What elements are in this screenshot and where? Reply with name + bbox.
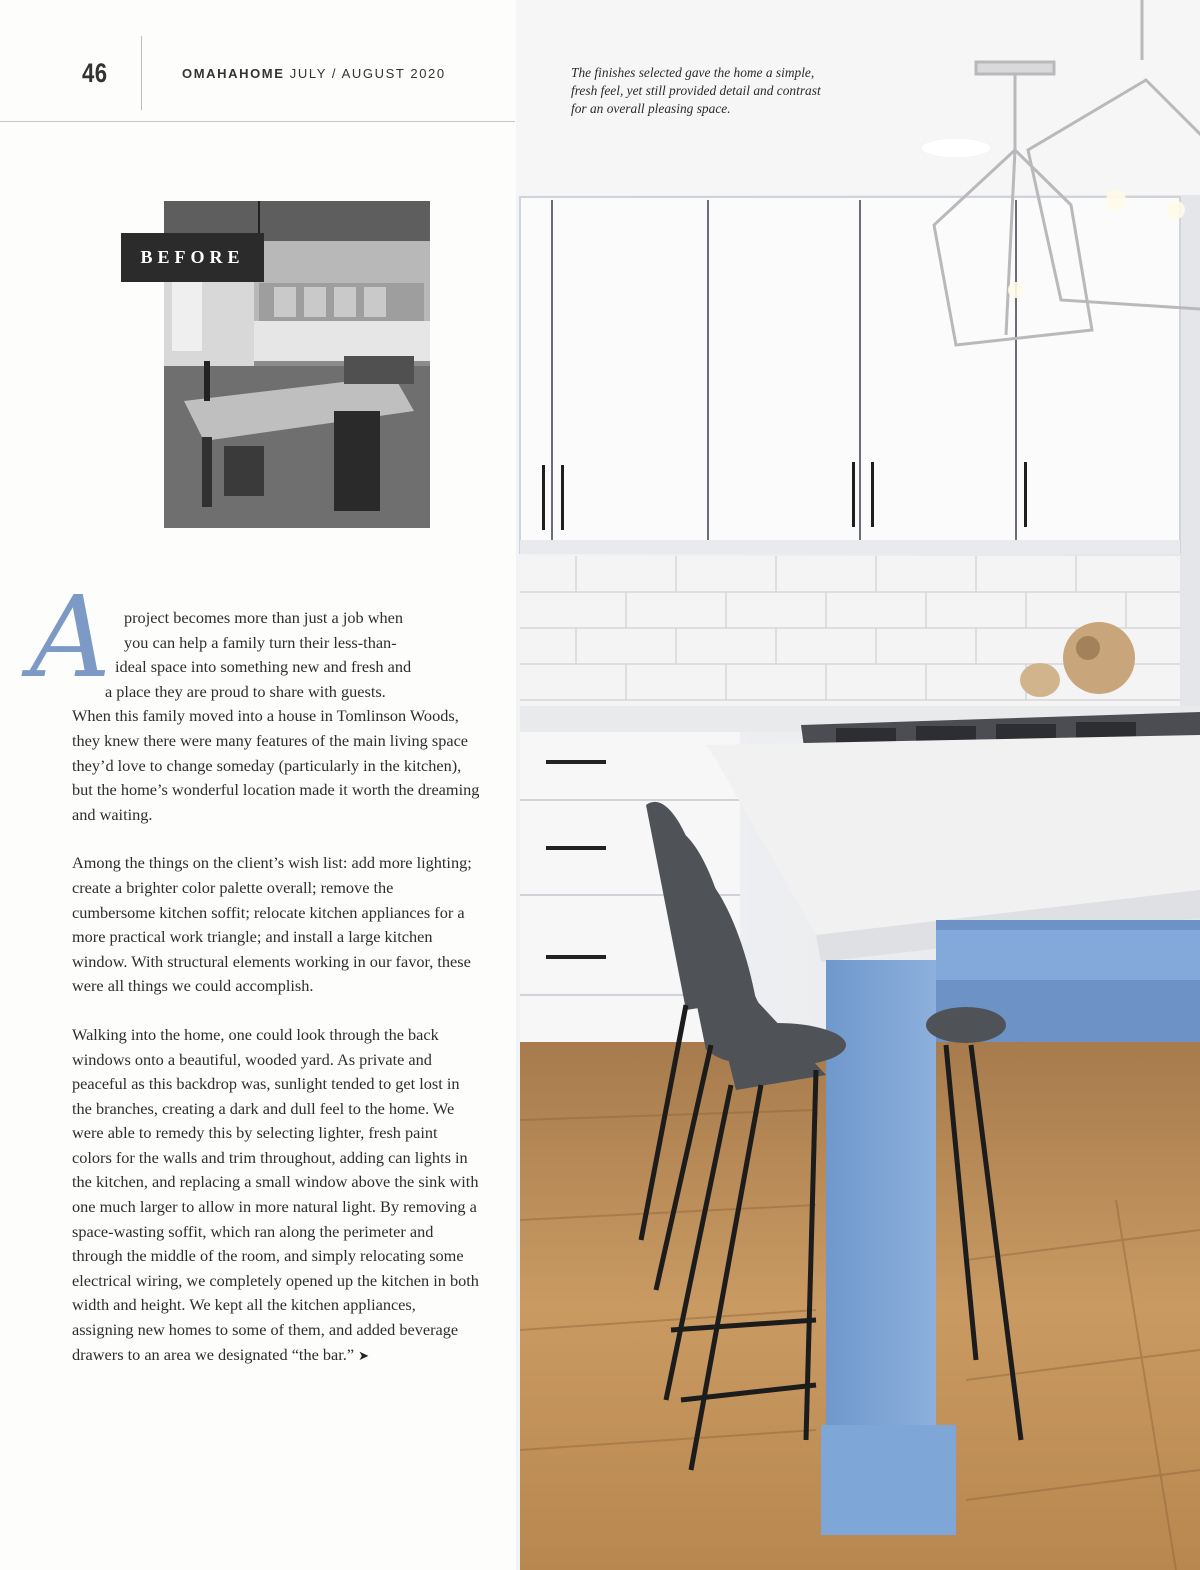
masthead [182,66,446,81]
kitchen-after-photo [516,0,1200,1570]
lead-line: project becomes more than just a job when [124,608,403,627]
lead-line: a place they are proud to share with guests. [105,681,386,701]
paragraph-1-text: When this family moved into a house in Tomlinson Woods, they knew there were many features of the main living space they’d love to change someday (particularly in the kitchen), but the home’s wonderful location made it worth the dreaming and waiting. [72,706,480,824]
drop-cap: A [30,573,111,703]
text-column [0,0,518,1570]
arrow-right-icon: ➤ [358,1348,370,1364]
article-body [72,606,480,1393]
photo-caption: The finishes selected gave the home a simple, fresh feel, yet still provided detail and contrast for an overall pleasing space. [571,65,821,116]
issue-date: JULY / AUGUST 2020 [289,66,446,81]
paragraph-3-text: Walking into the home, one could look through the back windows onto a beautiful, wooded yard. As private and peaceful as this backdrop was, sunlight tended to get lost in the branches, creating a dark and dull feel to the home. We were able to remedy this by selecting lighter, fresh paint colors for the walls and trim throughout, adding can lights in the kitchen, and replacing a small window above the sink with one much larger to allow in more natural light. By removing a space-wasting soffit, which ran along the perimeter and through the middle of the room, and simply relocating some electrical wiring, we completely opened up the kitchen in both width and height. We kept all the kitchen appliances, assigning new homes to some of them, and added beverage drawers to an area we designated “the bar.” [72,1024,479,1364]
header-rule [0,121,515,122]
header-divider [141,36,142,110]
before-label: BEFORE [121,233,264,282]
article-paragraph-2: Among the things on the client’s wish list: add more lighting; create a brighter color palette overall; remove the cumbersome kitchen soffit; relocate kitchen appliances for a more practical work triangle; and install a large kitchen window. With structural elements working in our favor, these were all things we could accomplish. [72,853,472,996]
kitchen-illustration [516,0,1200,1570]
lead-line: ideal space into something new and fresh and [115,657,412,677]
article-paragraph-1 [72,606,480,827]
page-number: 46 [82,58,108,88]
magazine-name: OMAHAHOME [182,66,285,81]
lead-line: you can help a family turn their less-than- [124,632,397,652]
article-paragraph-3 [72,1023,480,1369]
